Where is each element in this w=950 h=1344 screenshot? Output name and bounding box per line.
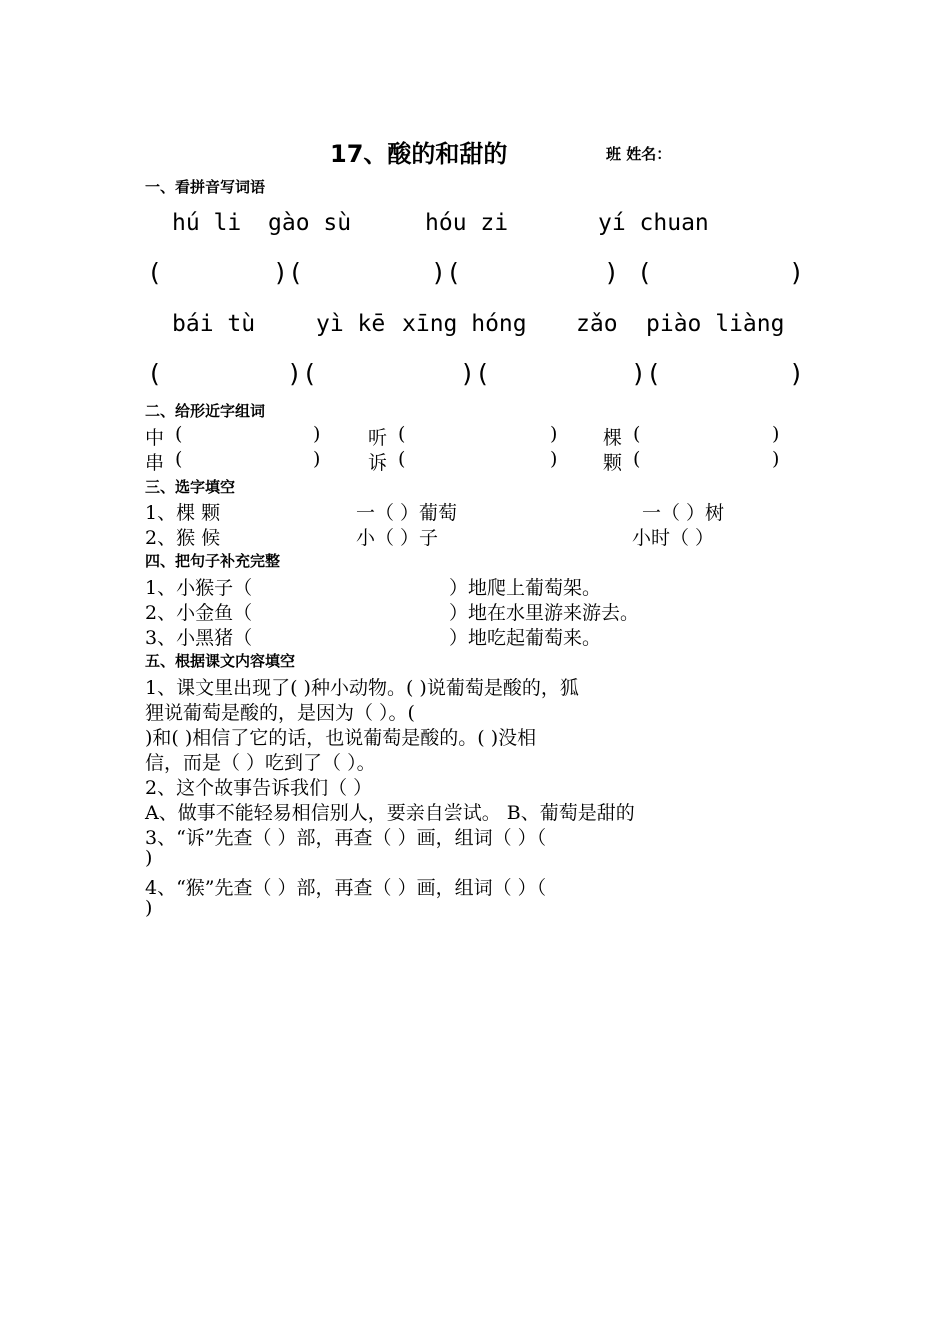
char: 串 [145,452,165,474]
sentence-start: 2、小金鱼（ [145,602,253,624]
fill-blank: 小（ ）子 [356,527,439,549]
blank: ( [398,423,406,445]
blank: ( [633,423,641,445]
sentence-start: 1、小猴子（ [145,577,253,599]
question-line: 1、课文里出现了( )种小动物。( )说葡萄是酸的，狐 [145,677,579,699]
pinyin: piào liàng [646,311,785,337]
choice-chars: 2、猴 候 [145,527,221,549]
answer-paren: ( [147,359,163,388]
sentence-end: ）地爬上葡萄架。 [449,577,602,599]
blank: ( [398,448,406,470]
answer-paren: )( [273,258,304,287]
section-3-heading: 三、选字填空 [145,478,236,496]
pinyin: yì kē [316,311,386,337]
char: 诉 [368,452,388,474]
class-name-label: 班 姓名： [606,145,672,163]
answer-paren: ) [789,258,805,287]
blank: ) [313,448,321,470]
pinyin: zǎo [576,311,618,337]
section-5-heading: 五、根据课文内容填空 [145,652,296,670]
answer-options: A、做事不能轻易相信别人，要亲自尝试。 B、葡萄是甜的 [145,802,635,824]
pinyin: hóu zi [425,210,509,236]
question-line: ) [145,847,153,869]
question-line: ) [145,897,153,919]
pinyin: xīng hóng [402,311,527,337]
answer-paren: ( [637,258,653,287]
char: 听 [368,427,388,449]
blank: ) [772,448,780,470]
pinyin: gào sù [268,210,352,236]
char: 中 [145,427,165,449]
pinyin: yí chuan [598,210,709,236]
question-line: 4、“猴”先查（ ）部，再查（ ）画，组词（ ）（ [145,877,547,899]
sentence-end: ）地在水里游来游去。 [449,602,640,624]
section-4-heading: 四、把句子补充完整 [145,552,281,570]
char: 棵 [603,427,623,449]
question-line: 狸说葡萄是酸的，是因为（ ）。( [145,702,415,724]
answer-paren: )( [431,258,462,287]
fill-blank: 一（ ）树 [642,502,725,524]
answer-paren: )( [287,359,318,388]
choice-chars: 1、棵 颗 [145,502,221,524]
blank: ) [550,423,558,445]
answer-paren: )( [460,359,491,388]
blank: ) [772,423,780,445]
section-1-heading: 一、看拼音写词语 [145,178,266,196]
fill-blank: 一（ ）葡萄 [356,502,458,524]
blank: ) [313,423,321,445]
answer-paren: ) [789,359,805,388]
section-2-heading: 二、给形近字组词 [145,402,266,420]
page-title: 17、酸的和甜的 [330,140,508,168]
fill-blank: 小时（ ） [632,527,715,549]
question-line: 2、这个故事告诉我们（ ） [145,777,373,799]
pinyin: bái tù [172,311,256,337]
blank: ( [633,448,641,470]
answer-paren: )( [631,359,662,388]
answer-paren: ( [147,258,163,287]
sentence-start: 3、小黑猪（ [145,627,253,649]
pinyin: hú li [172,210,242,236]
blank: ( [175,448,183,470]
question-line: 3、“诉”先查（ ）部，再查（ ）画，组词（ ）（ [145,827,547,849]
blank: ) [550,448,558,470]
answer-paren: ) [604,258,620,287]
question-line: )和( )相信了它的话，也说葡萄是酸的。( )没相 [145,727,537,749]
blank: ( [175,423,183,445]
sentence-end: ）地吃起葡萄来。 [449,627,602,649]
question-line: 信，而是（ ）吃到了（ ）。 [145,752,376,774]
char: 颗 [603,452,623,474]
